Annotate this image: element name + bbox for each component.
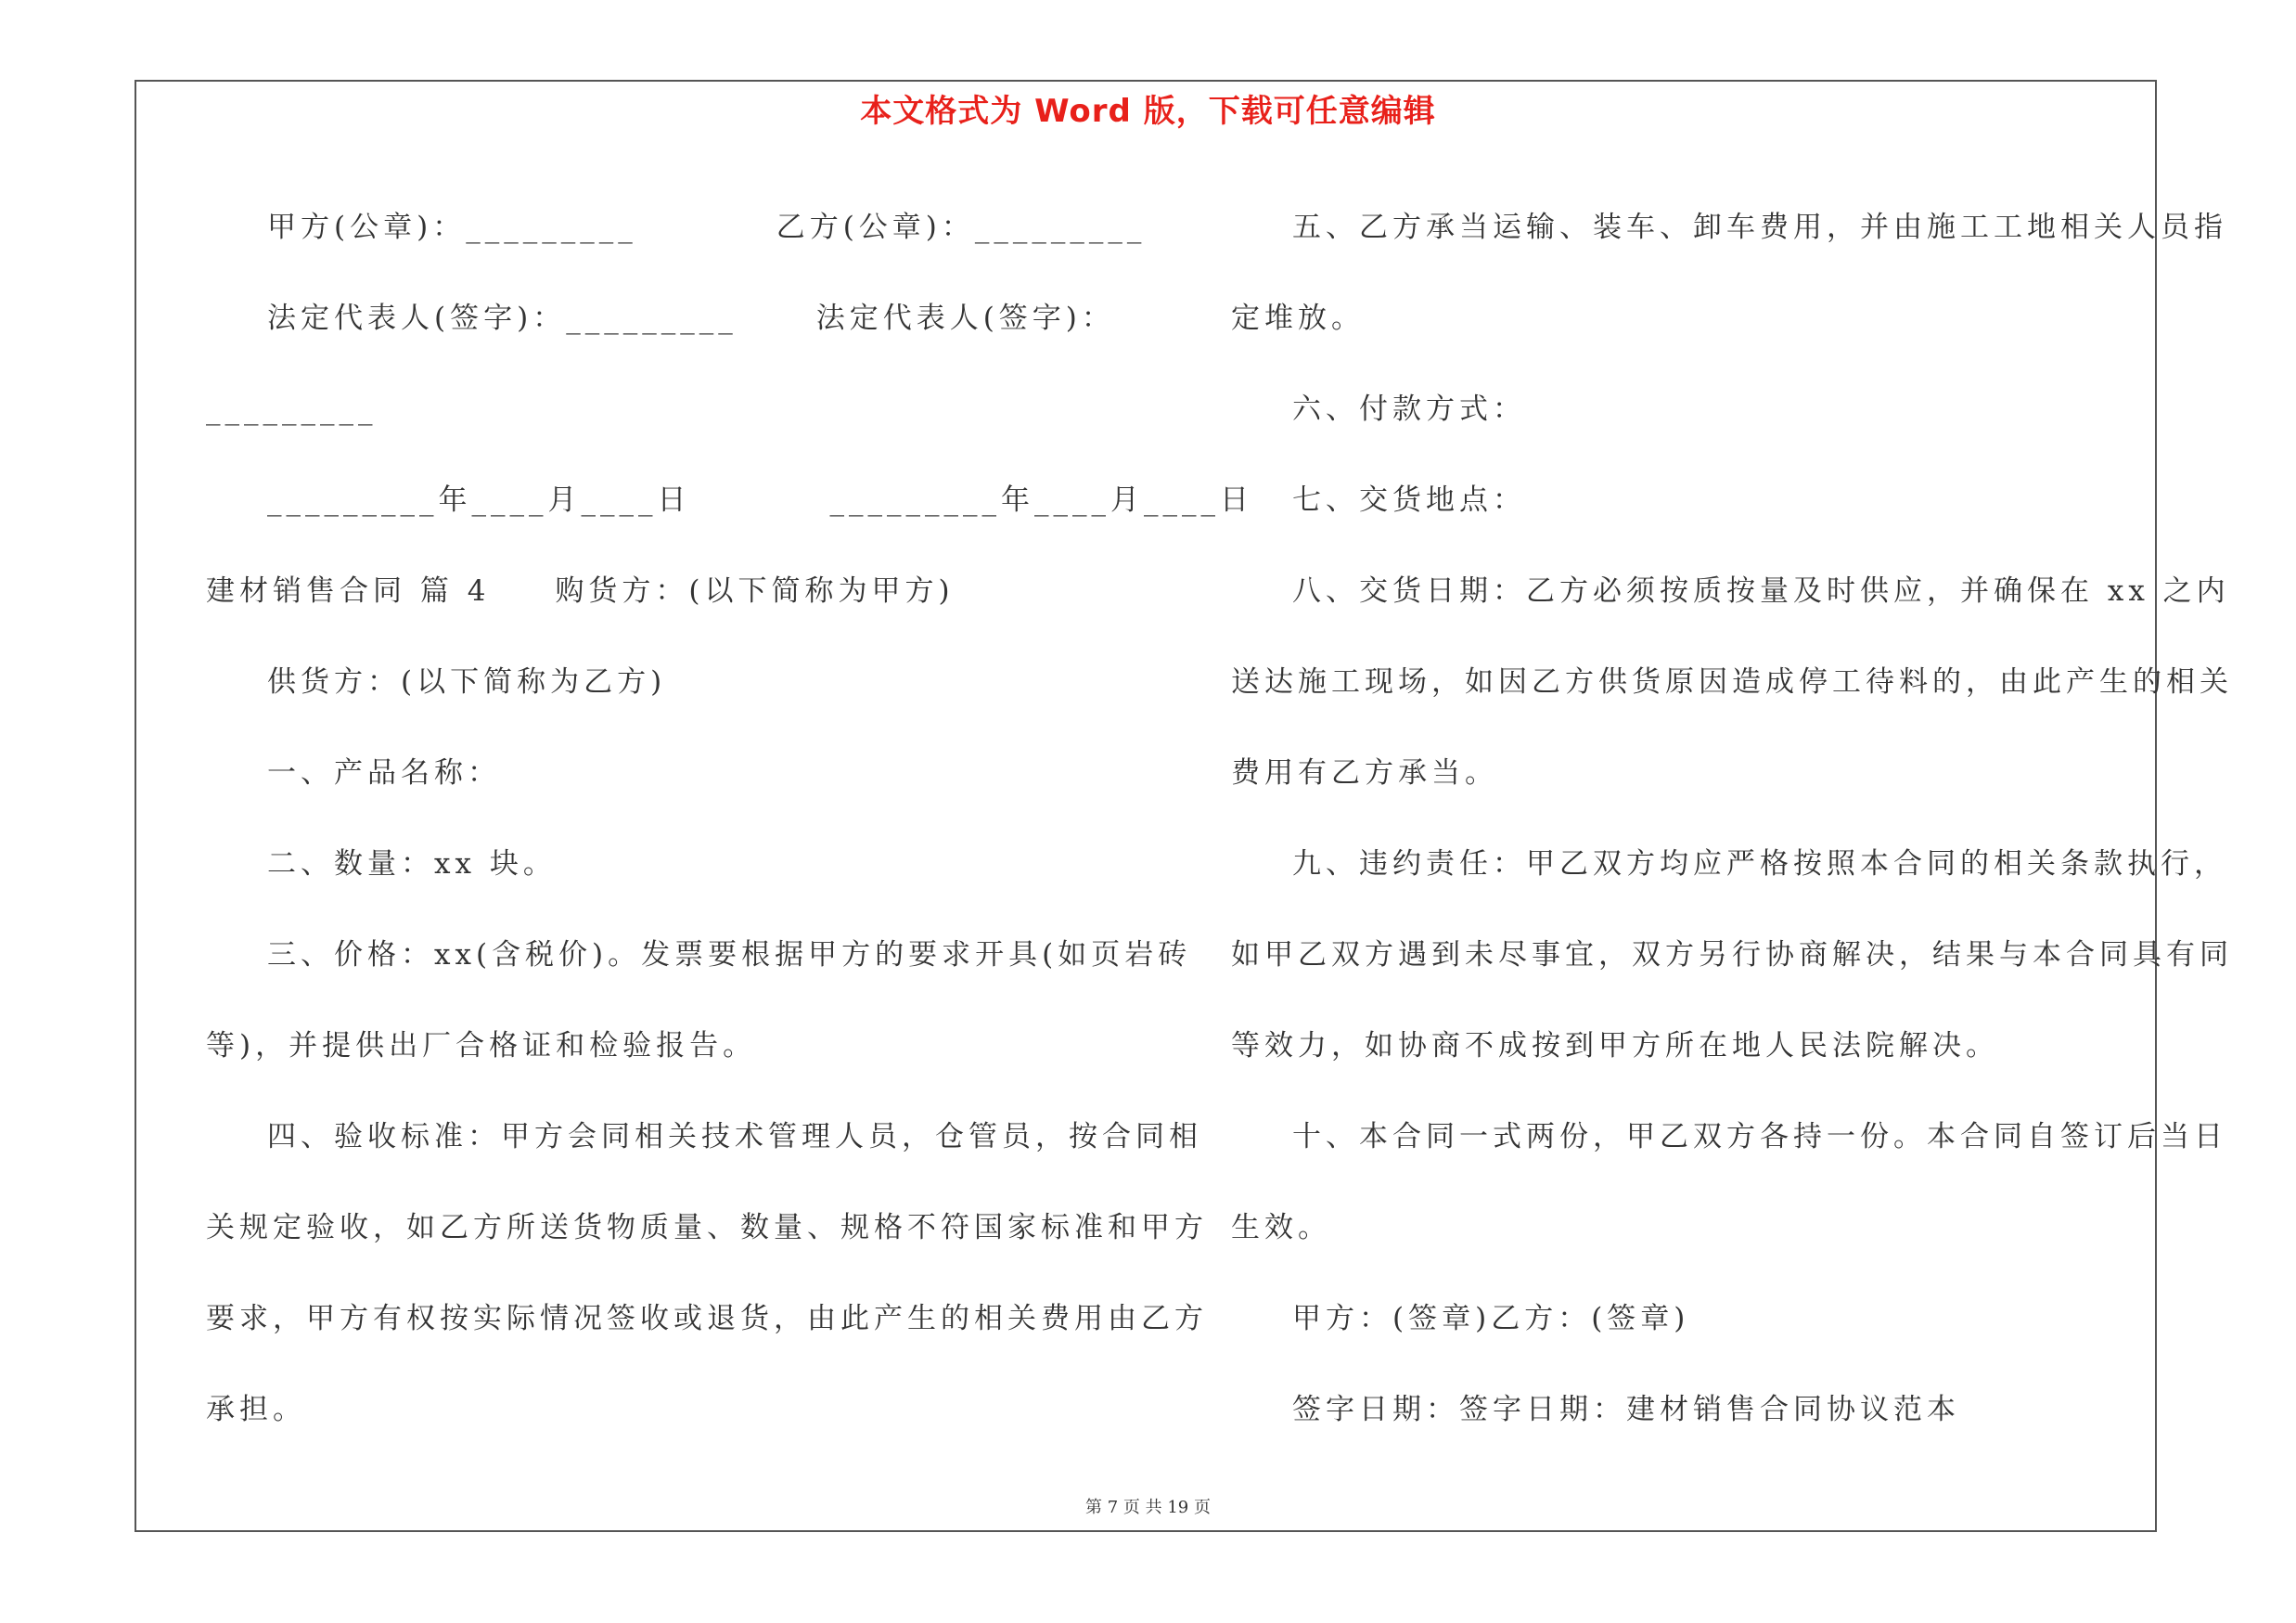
clause-acceptance-cont-2: 要求，甲方有权按实际情况签收或退货，由此产生的相关费用由乙方	[206, 1302, 1208, 1335]
clause-liability-cont-2: 等效力，如协商不成按到甲方所在地人民法院解决。	[1231, 1029, 1999, 1063]
clause-copies-cont: 生效。	[1231, 1211, 1331, 1244]
sign-date-line: 签字日期：签字日期：建材销售合同协议范本	[1292, 1393, 1960, 1426]
signature-line: 甲方：(签章)乙方：(签章)	[1292, 1302, 1690, 1335]
clause-acceptance: 四、验收标准：甲方会同相关技术管理人员，仓管员，按合同相	[267, 1120, 1202, 1153]
clause-liability: 九、违约责任：甲乙双方均应严格按照本合同的相关条款执行，	[1292, 847, 2227, 881]
clause-liability-cont-1: 如甲乙双方遇到未尽事宜，双方另行协商解决，结果与本合同具有同	[1231, 938, 2233, 972]
format-banner: 本文格式为 Word 版，下载可任意编辑	[860, 93, 1436, 130]
clause-acceptance-cont-3: 承担。	[206, 1393, 306, 1426]
clause-transport-cont: 定堆放。	[1231, 302, 1365, 335]
party-a-legal-rep: 法定代表人(签字)：_________	[267, 302, 738, 335]
clause-price-cont: 等)，并提供出厂合格证和检验报告。	[206, 1029, 757, 1063]
clause-delivery-place: 七、交货地点：	[1292, 483, 1526, 517]
clause-delivery-date: 八、交货日期：乙方必须按质按量及时供应，并确保在 xx 之内	[1292, 574, 2230, 608]
page-number: 第 7 页 共 19 页	[1085, 1498, 1211, 1517]
party-a-seal: 甲方(公章)：_________	[267, 211, 637, 244]
clause-price: 三、价格：xx(含税价)。发票要根据甲方的要求开具(如页岩砖	[267, 938, 1192, 972]
clause-delivery-date-cont-2: 费用有乙方承当。	[1231, 756, 1498, 790]
party-b-seal: 乙方(公章)：_________	[776, 211, 1147, 244]
left-column	[206, 182, 1253, 1455]
date-line	[206, 455, 1253, 546]
clause-product-name: 一、产品名称：	[267, 756, 501, 790]
section-heading-line	[206, 546, 1124, 637]
clause-acceptance-cont-1: 关规定验收，如乙方所送货物质量、数量、规格不符国家标准和甲方	[206, 1211, 1208, 1244]
clause-payment: 六、付款方式：	[1292, 393, 1526, 426]
party-b-legal-rep: 法定代表人(签字)：	[815, 302, 1115, 335]
legal-rep-blank: _________	[206, 393, 378, 426]
party-b-date: _________年____月____日	[829, 483, 1253, 517]
party-a-date: _________年____月____日	[267, 483, 691, 517]
section-heading: 建材销售合同 篇 4	[206, 574, 491, 608]
clause-copies: 十、本合同一式两份，甲乙双方各持一份。本合同自签订后当日	[1292, 1120, 2227, 1153]
right-column	[1231, 182, 2233, 1455]
clause-delivery-date-cont-1: 送达施工现场，如因乙方供货原因造成停工待料的，由此产生的相关	[1231, 665, 2233, 699]
party-a-seal-line	[206, 182, 1147, 273]
buyer-line: 购货方：(以下简称为甲方)	[555, 574, 955, 608]
supplier-line: 供货方：(以下简称为乙方)	[267, 665, 667, 699]
clause-transport: 五、乙方承当运输、装车、卸车费用，并由施工工地相关人员指	[1292, 211, 2227, 244]
clause-quantity: 二、数量：xx 块。	[267, 847, 557, 881]
legal-rep-line	[206, 273, 1124, 364]
